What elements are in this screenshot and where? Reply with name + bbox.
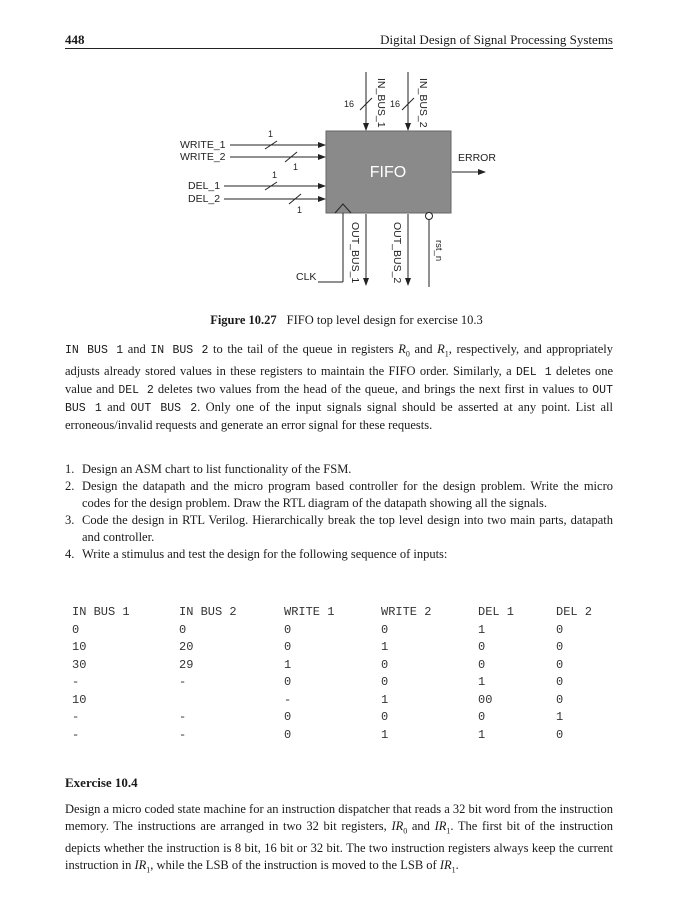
table-cell: -: [179, 710, 187, 724]
text-span: and: [407, 819, 435, 833]
table-cell: 1: [381, 727, 389, 742]
text-span: and: [123, 342, 151, 356]
list-text: Design the datapath and the micro program based controller for the design problem. Write the micro codes for the design problem. Draw the RTL diagram of the datapath showing all the signals.: [82, 479, 613, 510]
width-1-write1: 1: [268, 129, 274, 139]
task-list: [65, 461, 613, 563]
table-cell: 0: [284, 675, 292, 689]
input-write-1: WRITE_1: [180, 139, 226, 151]
subscript: 0: [405, 349, 410, 359]
width-16-in2: 16: [390, 99, 401, 109]
output-error: ERROR: [458, 152, 496, 164]
exercise-paragraph: [65, 801, 613, 878]
input-in-bus-1: IN_BUS_1: [375, 78, 387, 128]
table-cell: 30: [72, 657, 87, 672]
table-cell: 1: [478, 675, 486, 689]
table-cell: 0: [556, 640, 564, 654]
table-cell: 1: [556, 710, 564, 724]
text-span: , respectively, and appropriately adjusts already stored values in these registers to maintain the FIFO order. Similarly, a: [65, 342, 613, 378]
table-cell: 0: [478, 710, 486, 724]
text-span: and: [101, 399, 131, 414]
subscript: 1: [444, 349, 449, 359]
table-cell: 0: [284, 727, 292, 742]
width-1-write2: 1: [293, 162, 299, 172]
list-item: [65, 461, 613, 478]
list-item: [65, 546, 613, 563]
code-in-bus-2: IN BUS 2: [150, 344, 209, 357]
table-row: [72, 728, 616, 746]
column-header: WRITE 2: [381, 605, 432, 619]
table-cell: 1: [478, 622, 486, 637]
table-cell: 00: [478, 692, 493, 707]
code-del-2: DEL 2: [118, 383, 154, 397]
text-span: Design a micro coded state machine for an instruction dispatcher that reads a 32 bit word from the instruction memory. The instructions are arranged in two 32 bit registers,: [65, 802, 613, 833]
subscript: 1: [451, 865, 456, 874]
input-in-bus-2: IN_BUS_2: [417, 78, 429, 128]
table-row: [72, 623, 616, 641]
width-16-in1: 16: [344, 99, 355, 109]
table-cell: 29: [179, 657, 194, 672]
fifo-diagram: [0, 0, 693, 300]
table-cell: 0: [478, 640, 486, 654]
register-symbol: IR: [434, 819, 447, 833]
table-cell: 1: [381, 692, 389, 707]
text-span: deletes one value and: [65, 363, 613, 396]
input-del-1: DEL_1: [188, 180, 221, 192]
table-cell: -: [72, 727, 80, 742]
figure-caption: [0, 313, 693, 328]
exercise-heading: Exercise 10.4: [65, 775, 138, 790]
output-out-bus-1: OUT_BUS_1: [349, 222, 361, 284]
clk-label: CLK: [296, 271, 317, 283]
table-cell: 0: [381, 657, 389, 672]
book-title: Digital Design of Signal Processing Systems: [380, 32, 613, 47]
code-del-1: DEL 1: [515, 365, 552, 379]
table-cell: 0: [284, 710, 292, 724]
list-number: 1.: [65, 462, 75, 476]
register-symbol: IR: [439, 857, 452, 872]
table-cell: 0: [72, 622, 80, 637]
table-cell: -: [179, 727, 187, 742]
table-cell: 1: [478, 727, 486, 742]
width-1-del1: 1: [272, 170, 278, 180]
output-out-bus-2: OUT_BUS_2: [391, 222, 403, 284]
table-cell: 0: [284, 622, 292, 637]
list-item: [65, 478, 613, 512]
width-1-del2: 1: [297, 205, 303, 215]
table-row: [72, 693, 616, 711]
text-span: deletes two values from the head of the queue, and brings the next first in values to: [153, 381, 593, 396]
table-cell: 0: [556, 622, 564, 637]
text-span: and: [409, 342, 438, 356]
table-cell: 0: [556, 675, 564, 689]
figure-number: Figure 10.27: [210, 313, 277, 327]
register-symbol: IR: [391, 819, 404, 833]
input-write-2: WRITE_2: [180, 151, 226, 163]
table-cell: 0: [556, 657, 564, 672]
text-span: . The first bit of the instruction depicts whether the instruction is 8 bit, 16 bit or 32 bit. The two instruction registers always keep the current instruction in: [65, 819, 613, 872]
register-symbol: R: [398, 342, 406, 356]
table-cell: -: [72, 675, 80, 689]
table-cell: -: [72, 710, 80, 724]
table-cell: 0: [381, 710, 389, 724]
code-out-bus-1: OUT BUS 1: [65, 383, 613, 415]
reset-bubble: [426, 213, 433, 220]
table-row: [72, 675, 616, 693]
list-text: Design an ASM chart to list functionality of the FSM.: [82, 462, 352, 476]
table-cell: -: [284, 692, 292, 707]
table-cell: 0: [556, 692, 564, 707]
table-cell: 0: [284, 640, 292, 654]
table-row: [72, 658, 616, 676]
table-cell: 0: [381, 622, 389, 637]
table-cell: 0: [381, 675, 389, 689]
text-span: to the tail of the queue in registers: [208, 342, 399, 356]
table-cell: 0: [556, 727, 564, 742]
column-header: IN BUS 1: [72, 605, 130, 619]
table-cell: 10: [72, 692, 87, 707]
column-header: WRITE 1: [284, 605, 335, 619]
input-del-2: DEL_2: [188, 193, 221, 205]
subscript: 0: [403, 826, 408, 836]
table-cell: [179, 693, 284, 711]
caption-text: FIFO top level design for exercise 10.3: [286, 313, 483, 327]
reset-label: rst_n: [433, 240, 444, 262]
code-out-bus-2: OUT BUS 2: [130, 401, 198, 415]
column-header: IN BUS 2: [179, 605, 237, 619]
column-header: DEL 2: [556, 605, 593, 619]
stimulus-table: [72, 605, 616, 745]
register-symbol: R: [437, 342, 445, 356]
code-in-bus-1: IN BUS 1: [65, 344, 124, 357]
intro-paragraph: [65, 341, 613, 434]
table-cell: 1: [284, 657, 292, 672]
fifo-label: FIFO: [369, 164, 407, 181]
table-cell: 10: [72, 640, 87, 654]
table-cell: 0: [179, 622, 187, 637]
subscript: 1: [146, 865, 151, 874]
list-text: Code the design in RTL Verilog. Hierarchically break the top level design into two main parts, datapath and controller.: [82, 513, 613, 544]
list-text: Write a stimulus and test the design for the following sequence of inputs:: [82, 547, 448, 561]
register-symbol: IR: [134, 857, 147, 872]
text-span: , while the LSB of the instruction is moved to the LSB of: [150, 857, 440, 872]
list-number: 4.: [65, 547, 75, 561]
table-header-row: [72, 605, 616, 623]
table-row: [72, 710, 616, 728]
table-cell: 0: [478, 657, 486, 672]
column-header: DEL 1: [478, 605, 515, 619]
list-number: 2.: [65, 479, 75, 493]
text-span: . Only one of the input signals signal should be asserted at any point. List all erroneous/invalid requests and generate an error signal for these requests.: [65, 399, 613, 432]
list-item: [65, 512, 613, 546]
text-span: .: [455, 857, 459, 872]
table-row: [72, 640, 616, 658]
table-cell: 20: [179, 640, 194, 654]
subscript: 1: [446, 826, 451, 836]
page-number: 448: [65, 32, 85, 47]
list-number: 3.: [65, 513, 75, 527]
table-cell: 1: [381, 640, 389, 654]
table-cell: -: [179, 675, 187, 689]
